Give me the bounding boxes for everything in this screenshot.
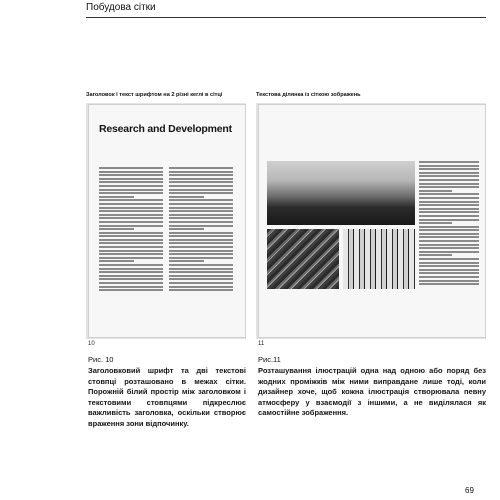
- greeked-text-line: [99, 232, 163, 234]
- greeked-text-line: [99, 250, 163, 252]
- greeked-text-line: [169, 235, 233, 237]
- greeked-text-line: [99, 275, 163, 277]
- greeked-text-line: [169, 185, 233, 187]
- greeked-text-line: [169, 174, 233, 176]
- greeked-text-line: [99, 253, 163, 255]
- left-caption: Заголовок і текст шрифтом на 2 різні кеглі в сітці: [86, 92, 223, 98]
- left-sample-page: [88, 104, 246, 338]
- greeked-text-line: [169, 275, 233, 277]
- greeked-text-line: [169, 221, 233, 223]
- greeked-text-line: [419, 276, 479, 278]
- header-rule: [86, 17, 486, 18]
- greeked-text-line: [419, 179, 479, 181]
- greeked-text-line: [419, 240, 479, 242]
- greeked-text-line: [169, 232, 233, 234]
- greeked-text-line: [169, 214, 233, 216]
- greeked-text-line: [99, 257, 163, 259]
- greeked-text-line: [99, 246, 163, 248]
- greeked-text-line: [419, 280, 479, 282]
- greeked-text-line: [99, 210, 163, 212]
- greeked-text-line: [169, 225, 233, 227]
- greeked-text-line: [419, 183, 479, 185]
- page-header-title: Побудова сітки: [86, 2, 156, 13]
- greeked-text-line: [169, 181, 233, 183]
- greeked-text-line: [169, 260, 204, 262]
- greeked-text-line: [99, 278, 163, 280]
- greeked-text-line: [419, 283, 479, 285]
- greeked-text-line: [99, 214, 163, 216]
- greeked-text-line: [99, 203, 163, 205]
- greeked-text-line: [99, 217, 163, 219]
- folio-page-number: 69: [465, 486, 474, 495]
- greeked-text-line: [99, 242, 163, 244]
- greeked-text-line: [419, 219, 479, 221]
- greeked-text-line: [99, 268, 163, 270]
- greeked-text-line: [419, 222, 452, 224]
- greeked-text-line: [419, 193, 479, 195]
- greeked-text-line: [169, 242, 233, 244]
- greeked-text-line: [99, 225, 163, 227]
- greeked-text-line: [419, 251, 479, 253]
- right-caption: Текстова ділянка із сіткою зображень: [256, 92, 361, 98]
- greeked-text-line: [99, 239, 163, 241]
- greeked-text-line: [99, 189, 163, 191]
- left-figure-text: Заголовковий шрифт та дві текстові стовпці розташовано в межах сітки. Порожній білий простір між заголовком і текстовими стовпцями підкреслює важливість заголовка, оскільки створює враження зони відпочинку.: [88, 366, 246, 428]
- greeked-text-line: [169, 228, 204, 230]
- greeked-text-line: [169, 278, 233, 280]
- greeked-text-line: [419, 201, 479, 203]
- greeked-text-line: [169, 199, 233, 201]
- greeked-text-line: [419, 244, 479, 246]
- greeked-text-line: [169, 210, 233, 212]
- greeked-text-line: [419, 215, 479, 217]
- greeked-text-line: [419, 247, 479, 249]
- trees-photo: [267, 229, 339, 289]
- greeked-text-line: [169, 257, 233, 259]
- greeked-text-line: [419, 165, 479, 167]
- greeked-text-line: [419, 233, 479, 235]
- greeked-text-line: [99, 289, 163, 291]
- greeked-text-line: [419, 236, 479, 238]
- greeked-text-line: [169, 271, 233, 273]
- greeked-text-line: [99, 167, 163, 169]
- greeked-text-line: [419, 208, 479, 210]
- greeked-text-line: [99, 271, 163, 273]
- greeked-text-line: [169, 167, 233, 169]
- greeked-text-line: [169, 171, 233, 173]
- greeked-text-line: [419, 258, 479, 260]
- greeked-text-line: [169, 178, 233, 180]
- greeked-text-line: [169, 289, 233, 291]
- greeked-text-line: [169, 203, 233, 205]
- greeked-text-line: [99, 207, 163, 209]
- greeked-text-line: [419, 175, 479, 177]
- right-figure-label: Рис.11: [258, 355, 281, 364]
- greeked-text-line: [99, 235, 163, 237]
- greeked-text-line: [419, 168, 479, 170]
- greeked-text-line: [419, 272, 479, 274]
- greeked-text-line: [169, 268, 233, 270]
- greeked-text-line: [419, 186, 479, 188]
- greeked-text-line: [169, 239, 233, 241]
- greeked-text-line: [169, 217, 233, 219]
- right-sample-page: [258, 104, 486, 338]
- greeked-text-line: [169, 250, 233, 252]
- greeked-text-line: [99, 286, 163, 288]
- greeked-text-line: [99, 181, 163, 183]
- greeked-text-line: [419, 226, 479, 228]
- greeked-text-line: [99, 171, 163, 173]
- greeked-text-line: [99, 196, 134, 198]
- greeked-text-line: [99, 221, 163, 223]
- greeked-text-line: [419, 197, 479, 199]
- greeked-text-line: [169, 207, 233, 209]
- greeked-text-line: [99, 174, 163, 176]
- greeked-text-line: [169, 246, 233, 248]
- greeked-text-line: [169, 282, 233, 284]
- right-figure-text: Розташування ілюстрацій одна над одною або поряд без жодних проміжків між ними виправдане лише тоді, коли дизайнер хоче, щоб кожна ілюстрація створювала певну атмосферу у взаємодії з іншими, а не виділялася як самостійне зображення.: [258, 366, 486, 417]
- sample-page-title: Research and Development: [99, 123, 232, 135]
- greeked-text-line: [99, 282, 163, 284]
- left-figure-label: Рис. 10: [88, 355, 114, 364]
- greeked-text-line: [419, 204, 479, 206]
- greeked-text-line: [419, 190, 452, 192]
- greeked-text-line: [169, 192, 233, 194]
- greeked-text-line: [169, 286, 233, 288]
- greeked-text-line: [419, 262, 479, 264]
- greeked-text-line: [419, 229, 479, 231]
- greeked-text-line: [99, 192, 163, 194]
- greeked-text-line: [169, 264, 233, 266]
- greeked-text-line: [419, 269, 479, 271]
- greeked-text-line: [419, 172, 479, 174]
- right-page-number: 11: [258, 341, 265, 347]
- greeked-text-line: [99, 264, 163, 266]
- greeked-text-line: [99, 199, 163, 201]
- greeked-text-line: [419, 161, 479, 163]
- greeked-text-line: [169, 196, 204, 198]
- left-page-number: 10: [88, 341, 95, 347]
- landscape-photo: [267, 161, 415, 225]
- greeked-text-line: [419, 254, 452, 256]
- text-column: [419, 161, 479, 289]
- greeked-text-line: [419, 265, 479, 267]
- text-column-1: [99, 167, 163, 295]
- greeked-text-line: [99, 260, 134, 262]
- greeked-text-line: [169, 253, 233, 255]
- greeked-text-line: [99, 228, 134, 230]
- greeked-text-line: [169, 189, 233, 191]
- text-column-2: [169, 167, 233, 295]
- greeked-text-line: [99, 178, 163, 180]
- greeked-text-line: [99, 185, 163, 187]
- houses-photo: [343, 229, 415, 289]
- greeked-text-line: [419, 211, 479, 213]
